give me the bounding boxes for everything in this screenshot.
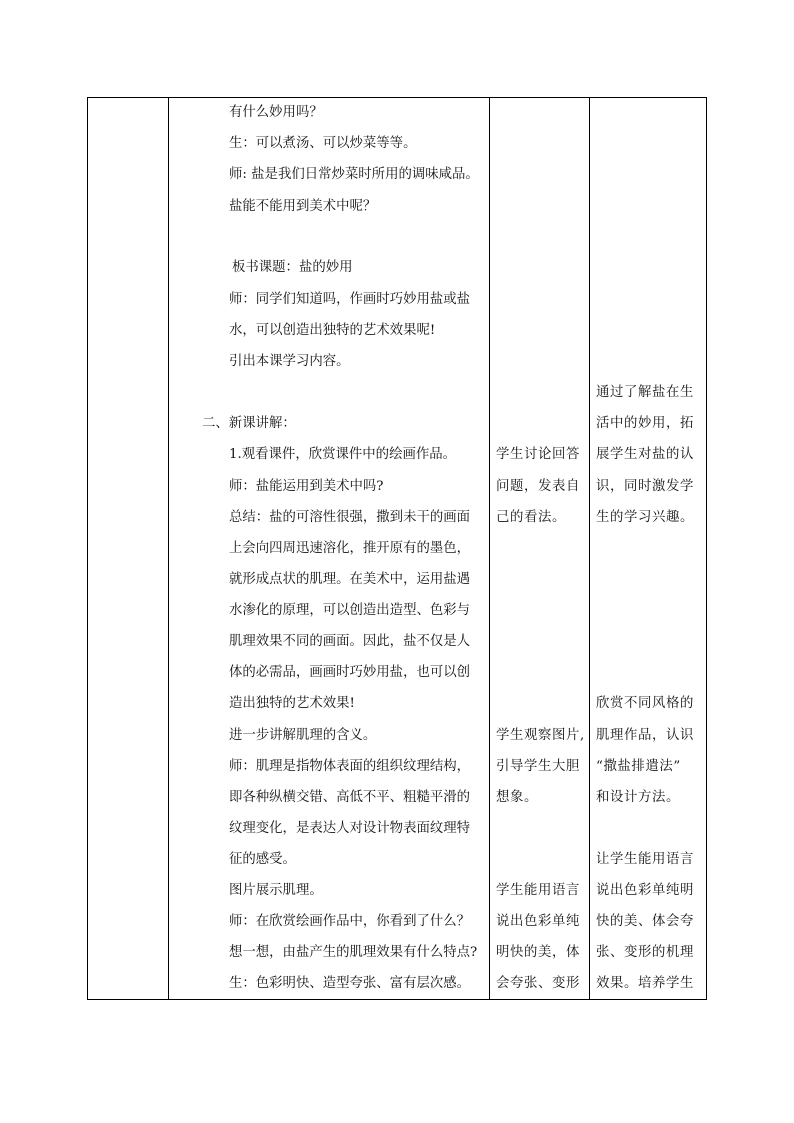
process-line: 肌理效果不同的画面。因此，盐不仅是人: [229, 634, 471, 649]
intent-line: 展学生对盐的认: [596, 447, 694, 462]
intent-line: 识，同时激发学: [596, 479, 694, 494]
process-line: 引出本课学习内容。: [229, 354, 350, 369]
process-line: 体的必需品，画画时巧妙用盐，也可以创: [229, 665, 471, 680]
intent-line: 活中的妙用，拓: [596, 416, 694, 431]
process-line: 有什么妙用吗？: [229, 105, 323, 120]
activity-line: 学生观察图片,: [496, 728, 585, 743]
intent-line: 欣赏不同风格的: [596, 696, 694, 711]
process-line: 征的感受。: [229, 852, 296, 867]
process-line: 总结：盐的可溶性很强，撒到未干的画面: [229, 510, 471, 525]
teaching-process-column: [169, 97, 489, 1000]
process-line: 师：盐能运用到美术中吗?: [229, 479, 384, 494]
intent-line: 肌理作品，认识: [596, 728, 694, 743]
process-line: 师：肌理是指物体表面的组织纹理结构，: [229, 759, 471, 774]
activity-line: 想象。: [496, 790, 538, 805]
intent-line: “撒盐排遣法”: [596, 759, 681, 774]
process-line: 生：色彩明快、造型夸张、富有层次感。: [229, 976, 471, 991]
activity-line: 问题，发表自: [496, 479, 580, 494]
activity-line: 引导学生大胆: [496, 759, 580, 774]
intent-line: 说出色彩单纯明: [596, 883, 694, 898]
student-activity-column: [490, 97, 589, 1000]
lesson-plan-table: [87, 97, 707, 1000]
process-line: 师：同学们知道吗，作画时巧妙用盐或盐: [229, 292, 471, 307]
board-title-line: 板书课题：盐的妙用: [232, 260, 353, 275]
stage-column: [88, 97, 168, 1000]
process-line: 进一步讲解肌理的含义。: [229, 728, 377, 743]
activity-line: 会夸张、变形: [496, 976, 580, 991]
intent-line: 生的学习兴趣。: [596, 510, 694, 525]
process-line: 就形成点状的肌理。在美术中，运用盐遇: [229, 572, 471, 587]
activity-line: 明快的美，体: [496, 945, 580, 960]
intent-line: 快的美、体会夸: [596, 914, 694, 929]
process-line: 造出独特的艺术效果!: [229, 696, 355, 711]
activity-line: 学生讨论回答: [496, 447, 580, 462]
process-line: 师: 盐是我们日常炒菜时所用的调味咸品。: [229, 167, 479, 182]
process-line: 想一想，由盐产生的肌理效果有什么特点?: [229, 945, 478, 960]
process-line: 水渗化的原理，可以创造出造型、色彩与: [229, 603, 471, 618]
process-line: 生：可以煮汤、可以炒菜等等。: [229, 136, 417, 151]
process-line: 盐能不能用到美术中呢？: [229, 199, 377, 214]
design-intent-column: [590, 97, 706, 1000]
activity-line: 学生能用语言: [496, 883, 580, 898]
process-line: 师：在欣赏绘画作品中，你看到了什么？: [229, 914, 471, 929]
activity-line: 己的看法。: [496, 510, 566, 525]
process-line: 上会向四周迅速溶化，推开原有的墨色，: [229, 541, 471, 556]
process-line: 图片展示肌理。: [229, 883, 323, 898]
intent-line: 让学生能用语言: [596, 852, 694, 867]
process-line: 1.观看课件，欣赏课件中的绘画作品。: [229, 447, 457, 462]
process-line: 纹理变化，是表达人对设计物表面纹理特: [229, 821, 471, 836]
process-line: 即各种纵横交错、高低不平、粗糙平滑的: [229, 790, 471, 805]
table-right-border: [706, 97, 707, 1000]
intent-line: 通过了解盐在生: [596, 385, 694, 400]
process-line: 水，可以创造出独特的艺术效果呢!: [229, 323, 436, 338]
activity-line: 说出色彩单纯: [496, 914, 580, 929]
section-heading: 二、新课讲解：: [202, 416, 296, 431]
intent-line: 张、变形的机理: [596, 945, 694, 960]
intent-line: 和设计方法。: [596, 790, 680, 805]
intent-line: 效果。培养学生: [596, 976, 694, 991]
